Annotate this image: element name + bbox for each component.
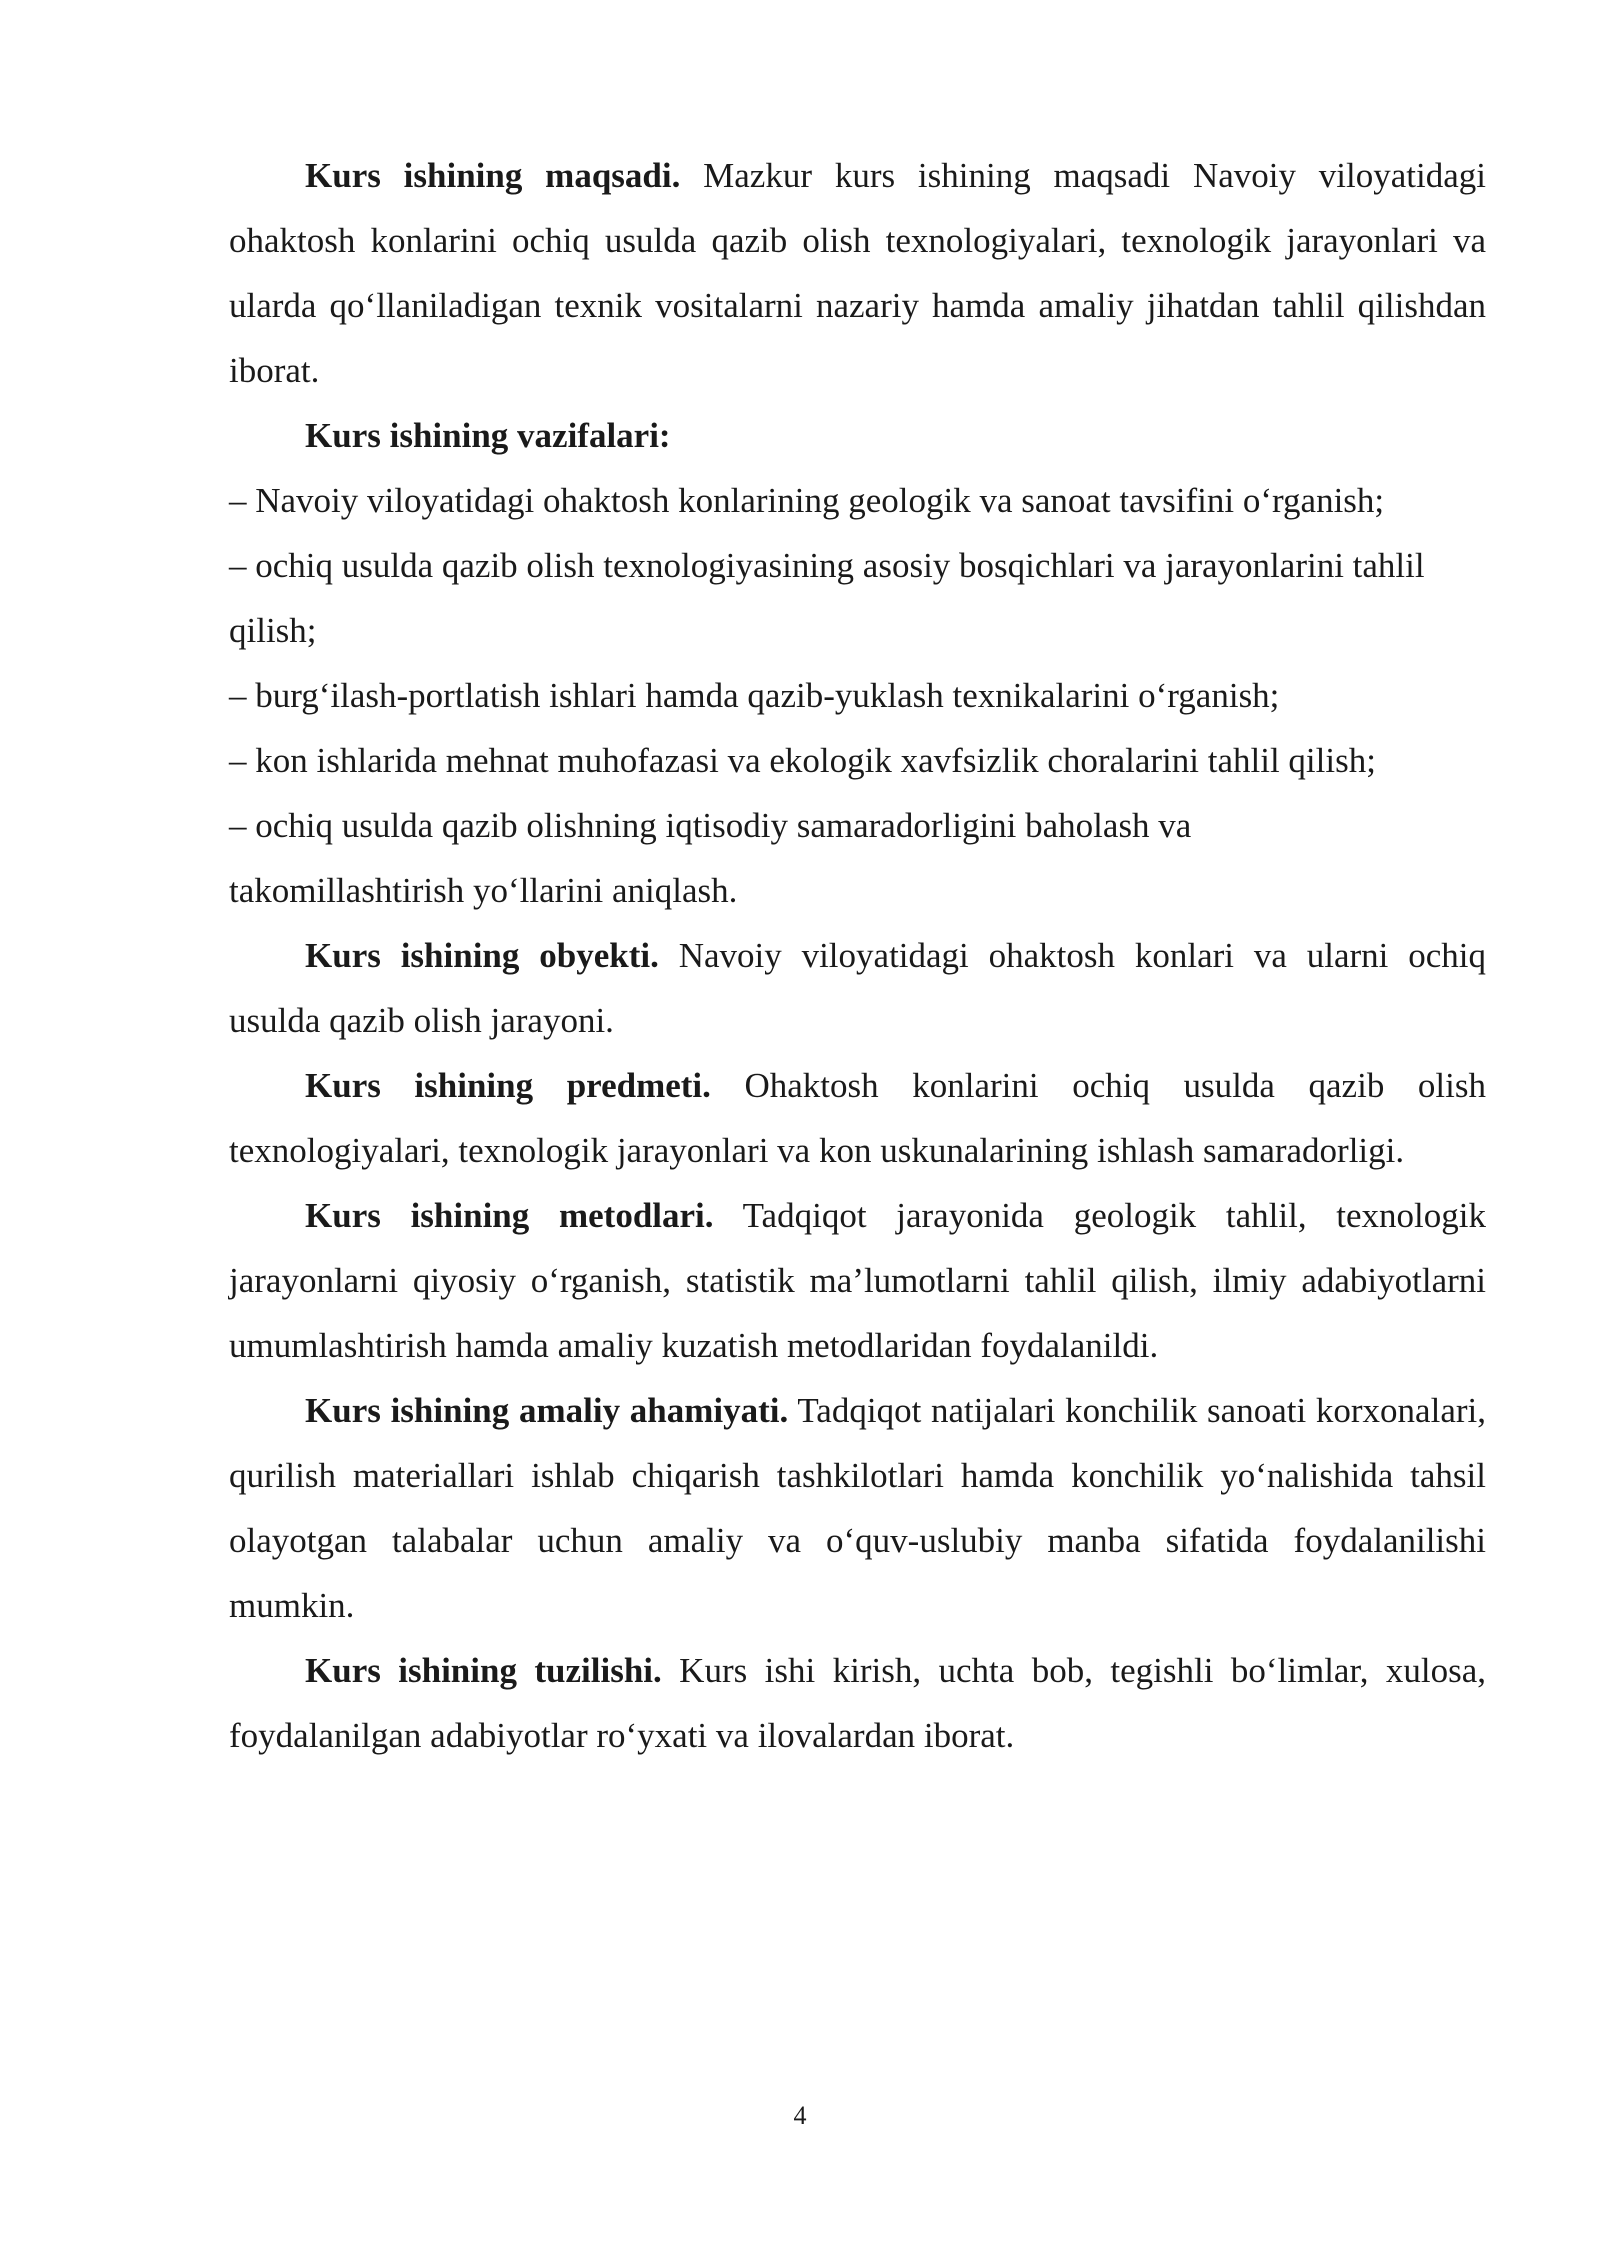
paragraph-significance <box>229 1378 1486 1638</box>
task-item-3: – burg‘ilash-portlatish ishlari hamda qazib-yuklash texnikalarini o‘rganish; <box>229 676 1280 715</box>
text-goal: Mazkur kurs ishining maqsadi Navoiy viloyatidagi ohaktosh konlarini ochiq usulda qazib olish texnologiyalari, texnologik jarayonlari va ularda qo‘llaniladigan texnik vositalarni nazariy hamda amaliy jihatdan tahlil qilishdan iborat. <box>229 156 1486 390</box>
task-item-5: – ochiq usulda qazib olishning iqtisodiy samaradorligini baholash va takomillashtirish yo‘llarini aniqlash. <box>229 806 1192 910</box>
paragraph-structure <box>229 1638 1486 1768</box>
heading-methods: Kurs ishining metodlari. <box>305 1196 714 1235</box>
task-item-1: – Navoiy viloyatidagi ohaktosh konlarining geologik va sanoat tavsifini o‘rganish; <box>229 481 1385 520</box>
heading-tasks: Kurs ishining vazifalari: <box>305 416 671 455</box>
paragraph-goal <box>229 143 1486 403</box>
heading-significance: Kurs ishining amaliy ahamiyati. <box>305 1391 789 1430</box>
heading-object: Kurs ishining obyekti. <box>305 936 659 975</box>
paragraph-tasks-heading <box>229 403 1486 468</box>
text-object: Navoiy viloyatidagi ohaktosh konlari va ularni ochiq usulda qazib olish jarayoni. <box>229 936 1486 1040</box>
paragraph-object <box>229 923 1486 1053</box>
heading-subject: Kurs ishining predmeti. <box>305 1066 711 1105</box>
heading-structure: Kurs ishining tuzilishi. <box>305 1651 662 1690</box>
heading-goal: Kurs ishining maqsadi. <box>305 156 681 195</box>
text-subject: Ohaktosh konlarini ochiq usulda qazib olish texnologiyalari, texnologik jarayonlari va kon uskunalarining ishlash samaradorligi. <box>229 1066 1486 1170</box>
text-significance: Tadqiqot natijalari konchilik sanoati korxonalari, qurilish materiallari ishlab chiqarish tashkilotlari hamda konchilik yo‘nalishida tahsil olayotgan talabalar uchun amaliy va o‘quv-uslubiy manba sifatida foydalanilishi mumkin. <box>229 1391 1486 1625</box>
task-item-4: – kon ishlarida mehnat muhofazasi va ekologik xavfsizlik choralarini tahlil qilish; <box>229 741 1376 780</box>
task-item-2: – ochiq usulda qazib olish texnologiyasining asosiy bosqichlari va jarayonlarini tahlil qilish; <box>229 546 1425 650</box>
text-structure: Kurs ishi kirish, uchta bob, tegishli bo‘limlar, xulosa, foydalanilgan adabiyotlar ro‘yxati va ilovalardan iborat. <box>229 1651 1487 1755</box>
page-number: 4 <box>793 2101 807 2130</box>
document-page <box>229 143 1486 1768</box>
paragraph-subject <box>229 1053 1486 1183</box>
paragraph-methods <box>229 1183 1486 1378</box>
text-methods: Tadqiqot jarayonida geologik tahlil, texnologik jarayonlarni qiyosiy o‘rganish, statistik ma’lumotlarni tahlil qilish, ilmiy adabiyotlarni umumlashtirish hamda amaliy kuzatish metodlaridan foydalanildi. <box>229 1196 1487 1365</box>
